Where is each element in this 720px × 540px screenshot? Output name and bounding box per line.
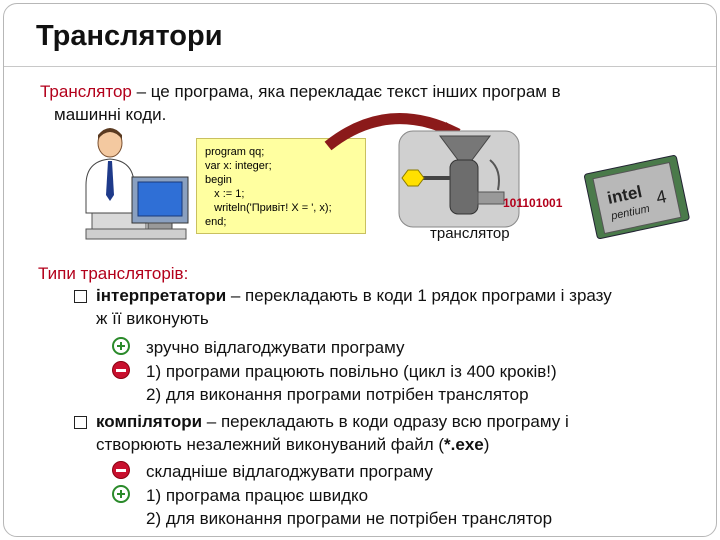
interpreters-line-2: ж її виконують — [96, 309, 209, 328]
compiler-pro-2: 2) для виконання програми не потрібен транслятор — [146, 509, 553, 528]
interpreter-con-2: 2) для виконання програми потрібен транслятор — [146, 385, 529, 404]
intro-line-2: машинні коди. — [54, 105, 167, 124]
code-line: begin — [205, 174, 232, 186]
chip-model: pentium — [610, 202, 651, 223]
compilers-desc: – перекладають в коди одразу всю програму і — [202, 412, 569, 431]
interpreters-line-1 — [96, 284, 612, 308]
exe-extension: *.exe — [444, 435, 484, 454]
compilers-desc-close: ) — [483, 435, 490, 454]
chip-version: 4 — [654, 186, 669, 208]
binary-output: 101101001 — [503, 196, 563, 210]
interpreter-con-1: 1) програми працюють повільно (цикл із 400 кроків!) — [146, 362, 557, 381]
code-line: var x: integer; — [205, 160, 272, 172]
plus-icon — [112, 485, 130, 503]
compiler-con: складніше відлагоджувати програму — [146, 462, 433, 481]
code-line: program qq; — [205, 146, 265, 158]
code-line: end; — [205, 216, 227, 228]
plus-icon — [112, 337, 130, 355]
intro-definition: – це програма, яка перекладає текст інших програм в — [131, 82, 561, 101]
keyboard — [86, 229, 186, 239]
types-heading: Типи трансляторів: — [38, 264, 189, 283]
chip-brand: intel — [605, 182, 644, 208]
compilers-desc-2: створюють незалежний виконуваний файл ( — [96, 435, 445, 454]
compilers-line-2 — [96, 433, 489, 457]
interpreters-term: інтерпретатори — [96, 286, 227, 305]
compilers-line-1 — [96, 410, 569, 434]
slide-title: Транслятори — [36, 20, 223, 52]
intro-line-1 — [40, 80, 561, 104]
intro-term: Транслятор — [40, 82, 132, 101]
code-line: writeln('Привіт! X = ', x); — [205, 202, 332, 214]
interpreters-desc: – перекладають в коди 1 рядок програми і зразу — [226, 286, 612, 305]
checkbox-bullet-icon — [74, 290, 87, 303]
compiler-pro-1: 1) програма працює швидко — [146, 486, 369, 505]
programmer-illustration — [78, 125, 190, 243]
compilers-term: компілятори — [96, 412, 203, 431]
checkbox-bullet-icon — [74, 416, 87, 429]
title-divider — [4, 66, 716, 67]
code-line: x := 1; — [205, 188, 245, 200]
intel-chip-icon — [582, 148, 692, 248]
interpreter-pro: зручно відлагоджувати програму — [146, 338, 405, 357]
translator-label: транслятор — [430, 225, 510, 242]
minus-icon — [112, 361, 130, 379]
minus-icon — [112, 461, 130, 479]
